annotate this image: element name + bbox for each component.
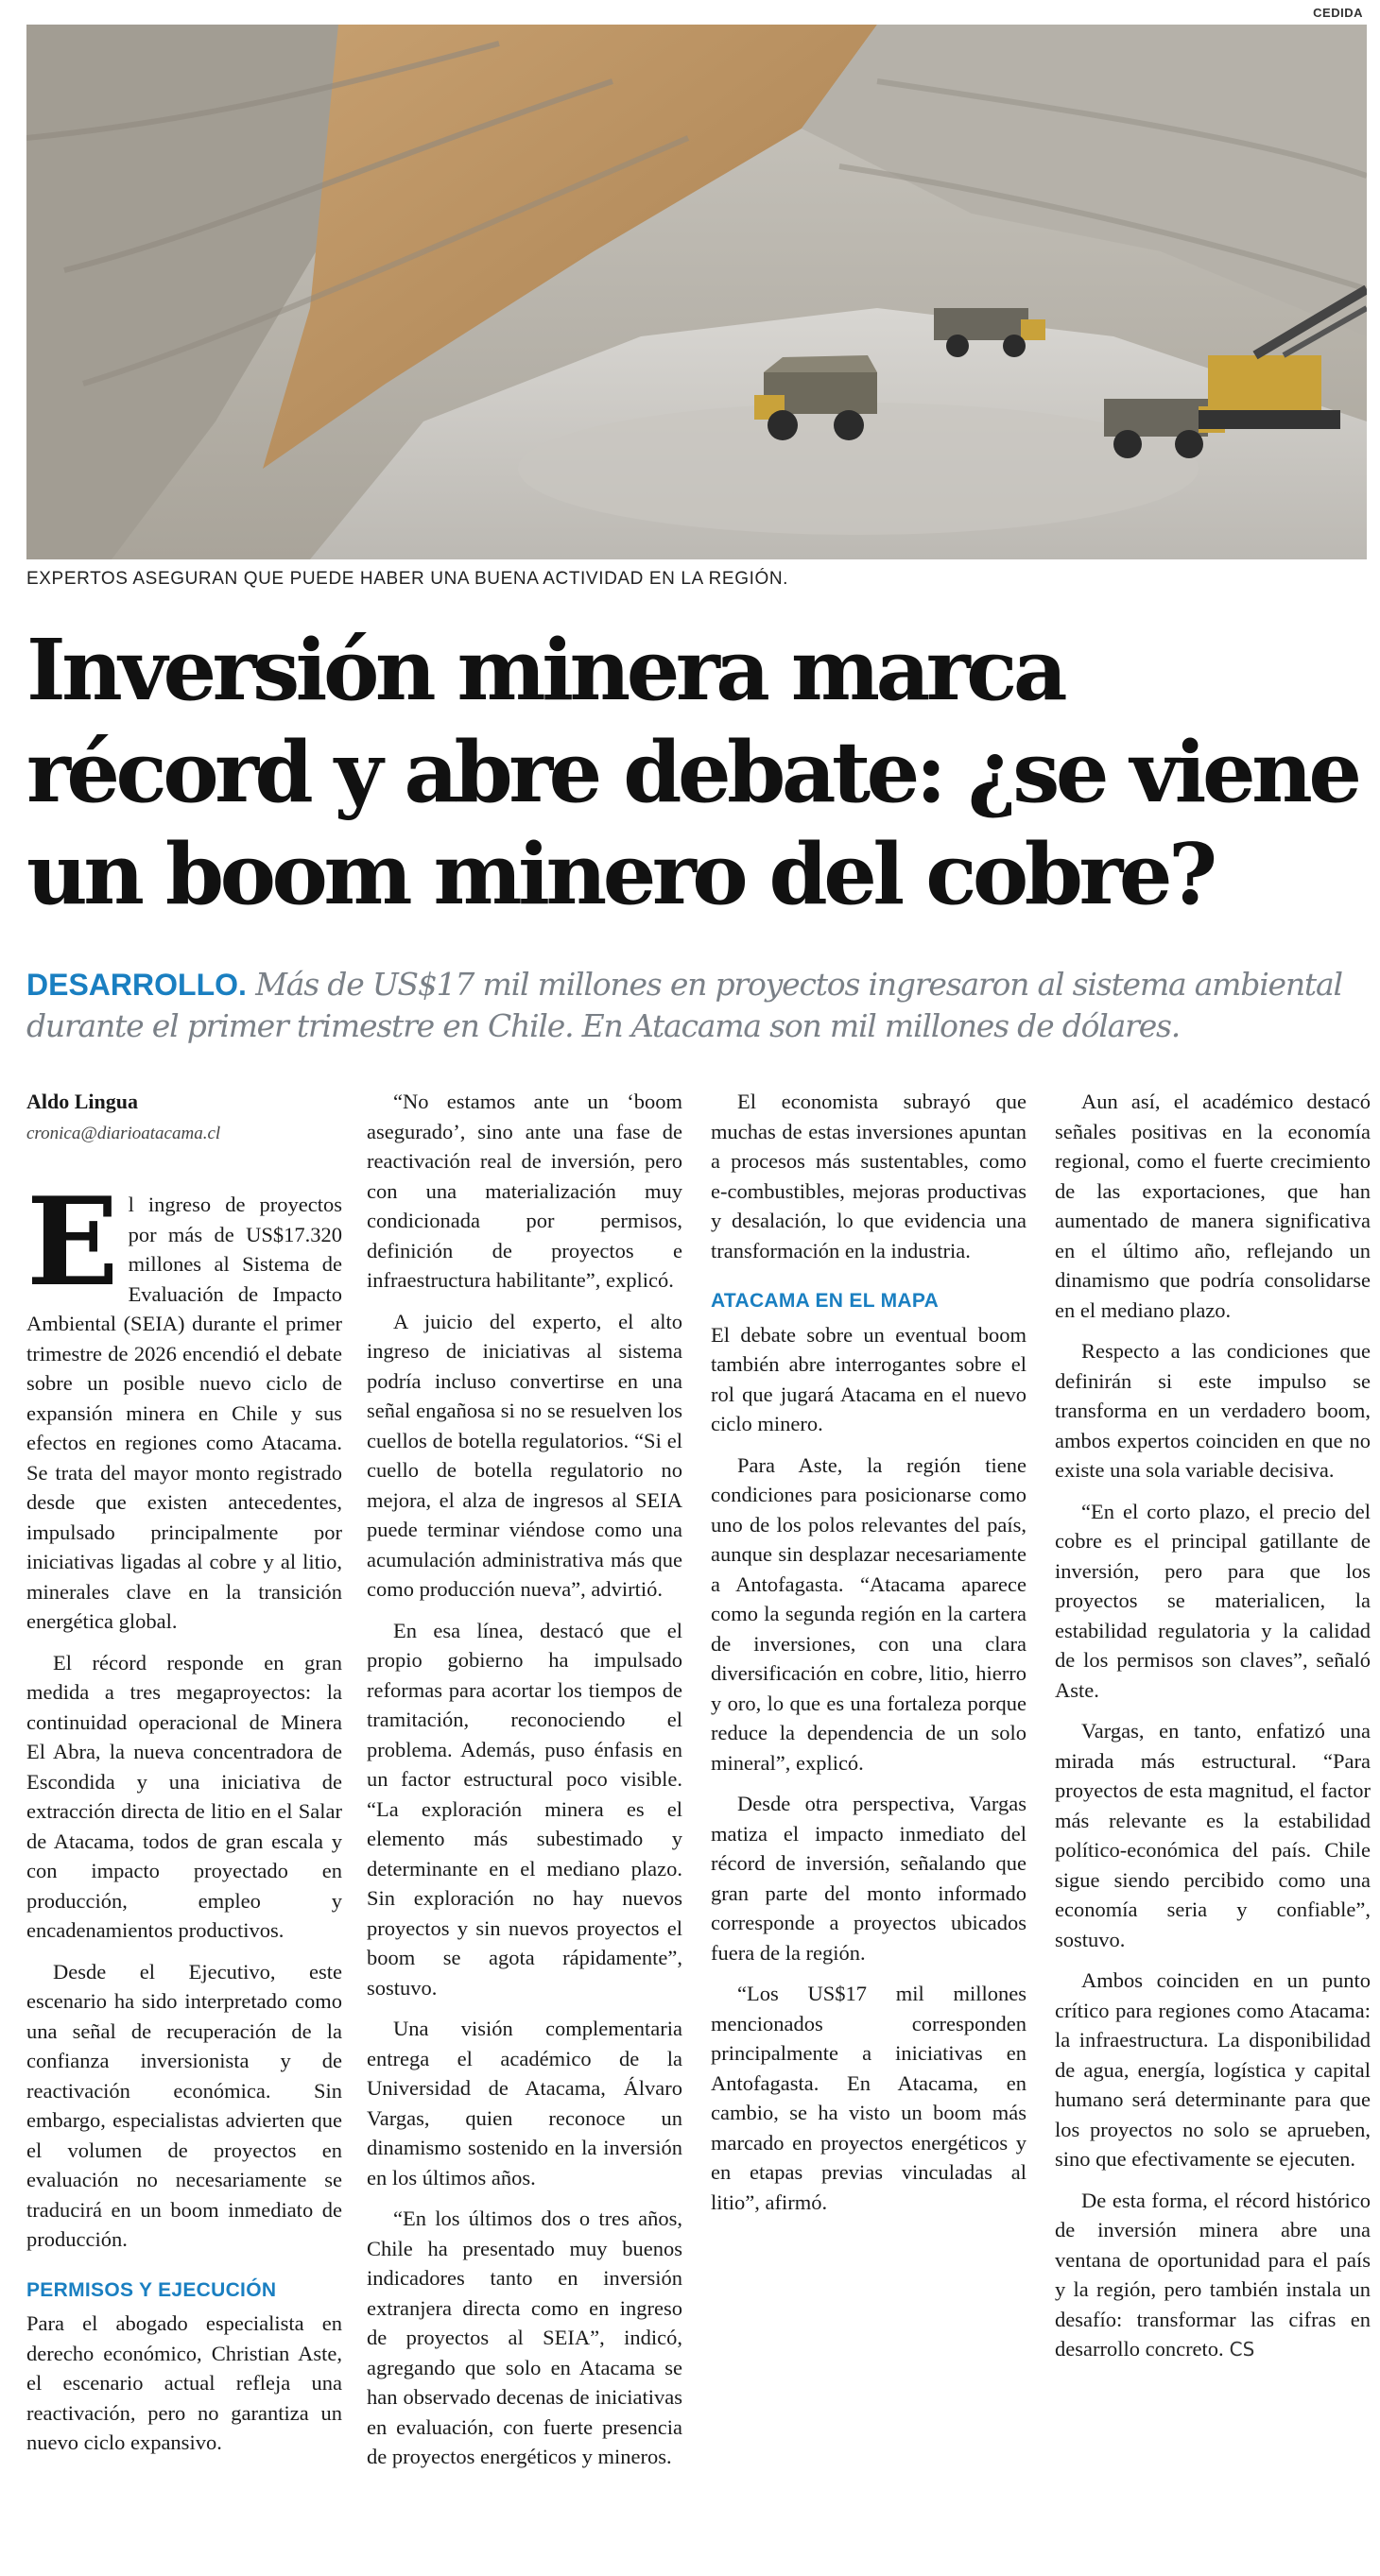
article-column-1 bbox=[26, 1087, 342, 2469]
mining-photo bbox=[26, 25, 1367, 559]
paragraph: Aun así, el académico destacó señales positivas en la economía regional, como el fuerte crecimiento de las exportaciones, que han aumentado de manera significativa en el último año, reflejando un dinamismo que podría consolidarse en el mediano plazo. bbox=[1055, 1090, 1371, 1322]
paragraph: Respecto a las condiciones que definirán si este impulso se transforma en un verdadero boom, ambos expertos coinciden en que no existe una sola variable decisiva. bbox=[1055, 1339, 1371, 1482]
section-heading: PERMISOS Y EJECUCIÓN bbox=[26, 2278, 277, 2301]
article-column-3 bbox=[711, 1087, 1026, 2228]
paragraph: De esta forma, el récord histórico de inversión minera abre una ventana de oportunidad para el país y la región, pero también instala un desafío: transformar las cifras en desarrollo concreto. CS bbox=[1055, 2188, 1371, 2361]
headline-line-2: récord y abre debate: ¿se viene bbox=[26, 722, 1358, 821]
paragraph: El récord responde en gran medida a tres megaproyectos: la continuidad operacional de Minera El Abra, la nueva concentradora de Escondida y una iniciativa de extracción directa de litio en el Salar de Atacama, todos de gran escala y con impacto proyectado en producción, empleo y encadenamientos productivos. bbox=[26, 1650, 342, 1942]
paragraph: En esa línea, destacó que el propio gobierno ha impulsado reformas para acortar los tiempos de tramitación, reconociendo el problema. Además, puso énfasis en un factor estructural poco visible. “La exploración minera es el elemento más subestimado y determinante en el mediano plazo. Sin exploración no hay nuevos proyectos y sin nuevos proyectos el boom se agota rápidamente”, sostuvo. bbox=[367, 1618, 682, 2000]
paragraph: El economista subrayó que muchas de estas inversiones apuntan a procesos más sustentables, como e-combustibles, mejoras productivas y desalación, lo que evidencia una transformación en la industria. bbox=[711, 1090, 1026, 1262]
article-column-4 bbox=[1055, 1087, 1371, 2377]
paragraph: Para Aste, la región tiene condiciones para posicionarse como uno de los polos relevantes del país, aunque sin desplazar necesariamente a Antofagasta. “Atacama aparece como la segunda región en la cartera de inversiones, con una clara diversificación en cobre, litio, hierro y oro, lo que es una fortaleza porque reduce la dependencia de un solo mineral”, explicó. bbox=[711, 1452, 1026, 1775]
headline bbox=[26, 619, 1369, 925]
paragraph: “En los últimos dos o tres años, Chile ha presentado muy buenos indicadores tanto en inversión extranjera directa como en ingreso de proyectos al SEIA”, indicó, agregando que solo en Atacama se han observado decenas de iniciativas en evaluación, con fuerte presencia de proyectos energéticos y mineros. bbox=[367, 2207, 682, 2468]
end-mark: CS bbox=[1229, 2338, 1255, 2361]
subheadline bbox=[26, 964, 1350, 1047]
drop-cap: E bbox=[26, 1172, 119, 1314]
paragraph: El debate sobre un eventual boom también abre interrogantes sobre el rol que jugará Atacama en el nuevo ciclo minero. bbox=[711, 1322, 1026, 1435]
photo-caption: EXPERTOS ASEGURAN QUE PUEDE HABER UNA BUENA ACTIVIDAD EN LA REGIÓN. bbox=[26, 569, 789, 589]
paragraph: “En el corto plazo, el precio del cobre es el principal gatillante de inversión, pero para que los proyectos se materialicen, la estabilidad regulatoria y la calidad de los permisos son claves”, señaló Aste. bbox=[1055, 1499, 1371, 1702]
open-pit-mine-illustration bbox=[26, 25, 1367, 559]
paragraph: Para el abogado especialista en derecho económico, Christian Aste, el escenario actual refleja una reactivación, pero no garantiza un nuevo ciclo expansivo. bbox=[26, 2311, 342, 2454]
paragraph: Desde otra perspectiva, Vargas matiza el impacto inmediato del récord de inversión, señalando que gran parte del monto informado corresponde a proyectos ubicados fuera de la región. bbox=[711, 1792, 1026, 1965]
paragraph: “Los US$17 mil millones mencionados corresponden principalmente a iniciativas en Antofagasta. En Atacama, en cambio, se ha visto un boom más marcado en proyectos energéticos y en etapas previas vinculadas al litio”, afirmó. bbox=[711, 1982, 1026, 2214]
subheadline-text: Más de US$17 mil millones en proyectos ingresaron al sistema ambiental durante el primer trimestre en Chile. En Atacama son mil millones de dólares. bbox=[26, 966, 1342, 1044]
paragraph: Vargas, en tanto, enfatizó una mirada más estructural. “Para proyectos de esta magnitud, el factor más relevante es la estabilidad político-económica del país. Chile sigue siendo percibido como una economía seria y confiable”, sostuvo. bbox=[1055, 1719, 1371, 1951]
photo-credit: CEDIDA bbox=[1313, 6, 1363, 20]
author-email: cronica@diarioatacama.cl bbox=[26, 1123, 221, 1143]
section-heading: ATACAMA EN EL MAPA bbox=[711, 1290, 940, 1312]
paragraph: Desde el Ejecutivo, este escenario ha sido interpretado como una señal de recuperación de la confianza inversionista y de reactivación económica. Sin embargo, especialistas advierten que el volumen de proyectos en evaluación no necesariamente se traducirá en un boom inmediato de producción. bbox=[26, 1959, 342, 2251]
paragraph: Una visión complementaria entrega el académico de la Universidad de Atacama, Álvaro Vargas, quien reconoce un dinamismo sostenido en la inversión en los últimos años. bbox=[367, 2017, 682, 2190]
author-name: Aldo Lingua bbox=[26, 1090, 138, 1113]
headline-line-1: Inversión minera marca bbox=[26, 620, 1063, 719]
paragraph: “No estamos ante un ‘boom asegurado’, sino ante una fase de reactivación real de inversión, pero con una materialización muy condicionada por permisos, definición de proyectos e infraestructura habilitante”, explicó. bbox=[367, 1090, 682, 1292]
paragraph: Ambos coinciden en un punto crítico para regiones como Atacama: la infraestructura. La disponibilidad de agua, energía, logística y capital humano será determinante para que los proyectos no solo se aprueben, sino que efectivamente se ejecuten. bbox=[1055, 1968, 1371, 2171]
paragraph: El ingreso de proyectos por más de US$17.320 millones al Sistema de Evaluación de Impacto Ambiental (SEIA) durante el primer trimestre de 2026 encendió el debate sobre un posible nuevo ciclo de expansión minera en Chile y sus efectos en regiones como Atacama. Se trata del mayor monto registrado desde que existen antecedentes, impulsado principalmente por iniciativas ligadas al cobre y al litio, minerales clave en la transición energética global. bbox=[26, 1172, 342, 1633]
headline-line-3: un boom minero del cobre? bbox=[26, 824, 1214, 923]
article-column-2 bbox=[367, 1087, 682, 2483]
section-tag: DESARROLLO. bbox=[26, 968, 247, 1002]
paragraph: A juicio del experto, el alto ingreso de iniciativas al sistema podría incluso convertirse en una señal engañosa si no se resuelven los cuellos de botella regulatorios. “Si el cuello de botella regulatorio no mejora, el alza de ingresos al SEIA puede terminar viéndose como una acumulación administrativa más que como producción nueva”, advirtió. bbox=[367, 1309, 682, 1601]
